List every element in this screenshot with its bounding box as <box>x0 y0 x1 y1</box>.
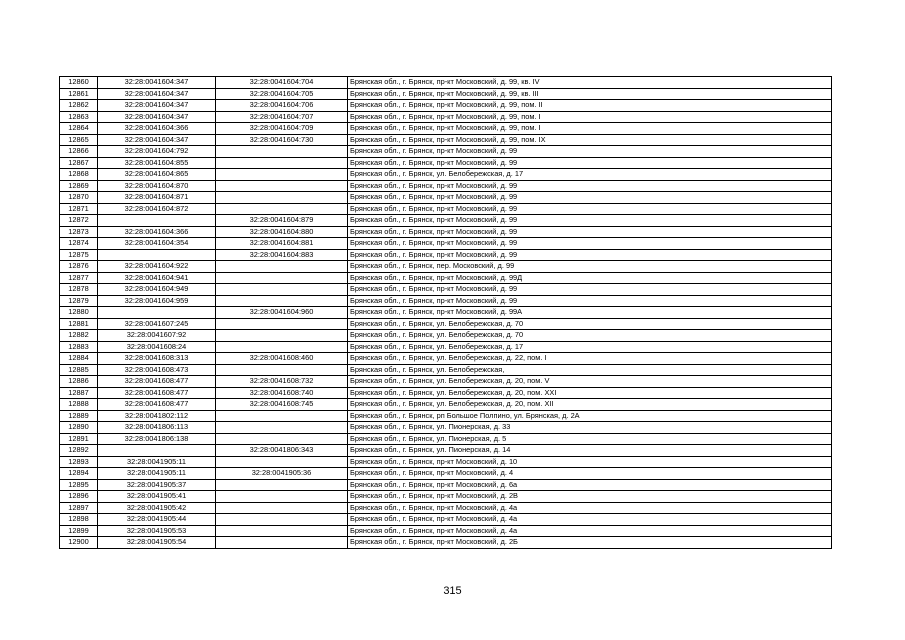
address-cell: Брянская обл., г. Брянск, пр-кт Московский, д. 99 <box>348 295 832 307</box>
address-cell: Брянская обл., г. Брянск, пр-кт Московский, д. 99 <box>348 192 832 204</box>
row-number-cell: 12881 <box>60 318 98 330</box>
row-number-cell: 12861 <box>60 88 98 100</box>
address-cell: Брянская обл., г. Брянск, пр-кт Московский, д. 99, пом. I <box>348 111 832 123</box>
table-row <box>60 364 832 376</box>
row-number-cell: 12887 <box>60 387 98 399</box>
row-number-cell: 12894 <box>60 468 98 480</box>
table-row <box>60 468 832 480</box>
cadastral-number-cell <box>98 215 216 227</box>
cadastral-number-cell: 32:28:0041607:245 <box>98 318 216 330</box>
cadastral-number-cell: 32:28:0041802:112 <box>98 410 216 422</box>
row-number-cell: 12886 <box>60 376 98 388</box>
address-cell: Брянская обл., г. Брянск, пр-кт Московский, д. 4а <box>348 502 832 514</box>
address-cell: Брянская обл., г. Брянск, пр-кт Московский, д. 99 <box>348 238 832 250</box>
table-row <box>60 318 832 330</box>
object-cadastral-number-cell: 32:28:0041604:730 <box>216 134 348 146</box>
row-number-cell: 12871 <box>60 203 98 215</box>
object-cadastral-number-cell: 32:28:0041604:709 <box>216 123 348 135</box>
table-row <box>60 295 832 307</box>
row-number-cell: 12873 <box>60 226 98 238</box>
row-number-cell: 12893 <box>60 456 98 468</box>
row-number-cell: 12892 <box>60 445 98 457</box>
cadastral-number-cell: 32:28:0041608:313 <box>98 353 216 365</box>
row-number-cell: 12880 <box>60 307 98 319</box>
row-number-cell: 12884 <box>60 353 98 365</box>
cadastral-number-cell: 32:28:0041607:92 <box>98 330 216 342</box>
object-cadastral-number-cell <box>216 525 348 537</box>
address-cell: Брянская обл., г. Брянск, пр-кт Московский, д. 99Д <box>348 272 832 284</box>
address-cell: Брянская обл., г. Брянск, пр-кт Московский, д. 99 <box>348 249 832 261</box>
object-cadastral-number-cell <box>216 537 348 549</box>
cadastral-number-cell: 32:28:0041806:138 <box>98 433 216 445</box>
address-cell: Брянская обл., г. Брянск, ул. Белобережская, д. 70 <box>348 330 832 342</box>
cadastral-number-cell: 32:28:0041604:959 <box>98 295 216 307</box>
row-number-cell: 12883 <box>60 341 98 353</box>
address-cell: Брянская обл., г. Брянск, пр-кт Московский, д. 99А <box>348 307 832 319</box>
row-number-cell: 12899 <box>60 525 98 537</box>
table-row <box>60 249 832 261</box>
object-cadastral-number-cell: 32:28:0041604:704 <box>216 77 348 89</box>
address-cell: Брянская обл., г. Брянск, пр-кт Московский, д. 2В <box>348 491 832 503</box>
address-cell: Брянская обл., г. Брянск, пр-кт Московский, д. 99, пом. I <box>348 123 832 135</box>
object-cadastral-number-cell: 32:28:0041604:706 <box>216 100 348 112</box>
object-cadastral-number-cell <box>216 261 348 273</box>
row-number-cell: 12862 <box>60 100 98 112</box>
object-cadastral-number-cell <box>216 456 348 468</box>
cadastral-number-cell <box>98 445 216 457</box>
address-cell: Брянская обл., г. Брянск, пр-кт Московский, д. 99, пом. II <box>348 100 832 112</box>
address-cell: Брянская обл., г. Брянск, пр-кт Московский, д. 99 <box>348 203 832 215</box>
table-row <box>60 479 832 491</box>
table-row <box>60 410 832 422</box>
cadastral-number-cell: 32:28:0041905:54 <box>98 537 216 549</box>
page-number: 315 <box>443 585 462 597</box>
table-row <box>60 422 832 434</box>
address-cell: Брянская обл., г. Брянск, пр-кт Московский, д. 99, пом. IX <box>348 134 832 146</box>
cadastral-number-cell: 32:28:0041604:949 <box>98 284 216 296</box>
row-number-cell: 12895 <box>60 479 98 491</box>
table-row <box>60 537 832 549</box>
table-row <box>60 169 832 181</box>
table-row <box>60 525 832 537</box>
cadastral-number-cell: 32:28:0041905:11 <box>98 456 216 468</box>
property-register-table <box>59 76 832 549</box>
table-row <box>60 157 832 169</box>
cadastral-number-cell: 32:28:0041905:44 <box>98 514 216 526</box>
cadastral-number-cell: 32:28:0041604:347 <box>98 111 216 123</box>
row-number-cell: 12874 <box>60 238 98 250</box>
object-cadastral-number-cell <box>216 157 348 169</box>
address-cell: Брянская обл., г. Брянск, пр-кт Московский, д. 4а <box>348 525 832 537</box>
table-row <box>60 215 832 227</box>
object-cadastral-number-cell <box>216 341 348 353</box>
cadastral-number-cell: 32:28:0041604:792 <box>98 146 216 158</box>
table-row <box>60 261 832 273</box>
object-cadastral-number-cell: 32:28:0041806:343 <box>216 445 348 457</box>
table-row <box>60 226 832 238</box>
table-row <box>60 77 832 89</box>
cadastral-number-cell <box>98 307 216 319</box>
object-cadastral-number-cell <box>216 203 348 215</box>
table-row <box>60 180 832 192</box>
row-number-cell: 12866 <box>60 146 98 158</box>
object-cadastral-number-cell <box>216 284 348 296</box>
cadastral-number-cell: 32:28:0041608:24 <box>98 341 216 353</box>
object-cadastral-number-cell <box>216 422 348 434</box>
table-row <box>60 238 832 250</box>
object-cadastral-number-cell <box>216 491 348 503</box>
object-cadastral-number-cell <box>216 410 348 422</box>
table-row <box>60 272 832 284</box>
cadastral-number-cell: 32:28:0041604:347 <box>98 134 216 146</box>
address-cell: Брянская обл., г. Брянск, ул. Белобережская, д. 17 <box>348 341 832 353</box>
address-cell: Брянская обл., г. Брянск, ул. Белобережская, д. 17 <box>348 169 832 181</box>
address-cell: Брянская обл., г. Брянск, ул. Пионерская, д. 14 <box>348 445 832 457</box>
address-cell: Брянская обл., г. Брянск, ул. Пионерская, д. 5 <box>348 433 832 445</box>
cadastral-number-cell: 32:28:0041604:855 <box>98 157 216 169</box>
address-cell: Брянская обл., г. Брянск, ул. Белобережская, д. 22, пом. I <box>348 353 832 365</box>
object-cadastral-number-cell: 32:28:0041604:879 <box>216 215 348 227</box>
table-row <box>60 203 832 215</box>
cadastral-number-cell: 32:28:0041604:870 <box>98 180 216 192</box>
table-row <box>60 88 832 100</box>
row-number-cell: 12898 <box>60 514 98 526</box>
row-number-cell: 12872 <box>60 215 98 227</box>
address-cell: Брянская обл., г. Брянск, ул. Белобережская, д. 20, пом. V <box>348 376 832 388</box>
address-cell: Брянская обл., г. Брянск, ул. Белобережская, д. 20, пом. XII <box>348 399 832 411</box>
cadastral-number-cell: 32:28:0041604:871 <box>98 192 216 204</box>
table-row <box>60 353 832 365</box>
table-row <box>60 111 832 123</box>
address-cell: Брянская обл., г. Брянск, пр-кт Московский, д. 99 <box>348 146 832 158</box>
address-cell: Брянская обл., г. Брянск, пр-кт Московский, д. 99, кв. III <box>348 88 832 100</box>
register-table-body <box>60 77 832 549</box>
object-cadastral-number-cell <box>216 502 348 514</box>
object-cadastral-number-cell <box>216 180 348 192</box>
table-row <box>60 330 832 342</box>
cadastral-number-cell: 32:28:0041604:366 <box>98 226 216 238</box>
cadastral-number-cell: 32:28:0041608:477 <box>98 387 216 399</box>
address-cell: Брянская обл., г. Брянск, пр-кт Московский, д. 99 <box>348 215 832 227</box>
cadastral-number-cell: 32:28:0041604:347 <box>98 77 216 89</box>
object-cadastral-number-cell: 32:28:0041604:883 <box>216 249 348 261</box>
table-row <box>60 100 832 112</box>
row-number-cell: 12900 <box>60 537 98 549</box>
cadastral-number-cell: 32:28:0041608:477 <box>98 399 216 411</box>
table-row <box>60 284 832 296</box>
object-cadastral-number-cell <box>216 318 348 330</box>
table-row <box>60 134 832 146</box>
address-cell: Брянская обл., г. Брянск, пр-кт Московский, д. 99 <box>348 180 832 192</box>
cadastral-number-cell: 32:28:0041905:37 <box>98 479 216 491</box>
cadastral-number-cell: 32:28:0041905:41 <box>98 491 216 503</box>
table-row <box>60 376 832 388</box>
object-cadastral-number-cell: 32:28:0041608:745 <box>216 399 348 411</box>
object-cadastral-number-cell <box>216 479 348 491</box>
row-number-cell: 12870 <box>60 192 98 204</box>
row-number-cell: 12875 <box>60 249 98 261</box>
address-cell: Брянская обл., г. Брянск, рп Большое Полпино, ул. Брянская, д. 2А <box>348 410 832 422</box>
cadastral-number-cell: 32:28:0041604:366 <box>98 123 216 135</box>
row-number-cell: 12863 <box>60 111 98 123</box>
object-cadastral-number-cell <box>216 169 348 181</box>
row-number-cell: 12889 <box>60 410 98 422</box>
table-row <box>60 146 832 158</box>
row-number-cell: 12890 <box>60 422 98 434</box>
table-row <box>60 192 832 204</box>
object-cadastral-number-cell: 32:28:0041604:705 <box>216 88 348 100</box>
cadastral-number-cell: 32:28:0041905:11 <box>98 468 216 480</box>
cadastral-number-cell: 32:28:0041604:872 <box>98 203 216 215</box>
object-cadastral-number-cell: 32:28:0041604:960 <box>216 307 348 319</box>
row-number-cell: 12867 <box>60 157 98 169</box>
address-cell: Брянская обл., г. Брянск, пер. Московский, д. 99 <box>348 261 832 273</box>
object-cadastral-number-cell: 32:28:0041604:707 <box>216 111 348 123</box>
address-cell: Брянская обл., г. Брянск, ул. Белобережская, д. 70 <box>348 318 832 330</box>
table-row <box>60 514 832 526</box>
row-number-cell: 12897 <box>60 502 98 514</box>
table-row <box>60 491 832 503</box>
address-cell: Брянская обл., г. Брянск, пр-кт Московский, д. 2Б <box>348 537 832 549</box>
row-number-cell: 12860 <box>60 77 98 89</box>
address-cell: Брянская обл., г. Брянск, пр-кт Московский, д. 6а <box>348 479 832 491</box>
object-cadastral-number-cell <box>216 272 348 284</box>
object-cadastral-number-cell: 32:28:0041604:881 <box>216 238 348 250</box>
object-cadastral-number-cell: 32:28:0041608:740 <box>216 387 348 399</box>
cadastral-number-cell: 32:28:0041604:922 <box>98 261 216 273</box>
cadastral-number-cell: 32:28:0041806:113 <box>98 422 216 434</box>
object-cadastral-number-cell <box>216 146 348 158</box>
address-cell: Брянская обл., г. Брянск, ул. Белобережская, д. 20, пом. XXI <box>348 387 832 399</box>
address-cell: Брянская обл., г. Брянск, пр-кт Московский, д. 99 <box>348 226 832 238</box>
object-cadastral-number-cell <box>216 364 348 376</box>
row-number-cell: 12879 <box>60 295 98 307</box>
table-row <box>60 399 832 411</box>
row-number-cell: 12878 <box>60 284 98 296</box>
row-number-cell: 12888 <box>60 399 98 411</box>
row-number-cell: 12868 <box>60 169 98 181</box>
cadastral-number-cell: 32:28:0041608:477 <box>98 376 216 388</box>
object-cadastral-number-cell: 32:28:0041905:36 <box>216 468 348 480</box>
row-number-cell: 12864 <box>60 123 98 135</box>
table-row <box>60 433 832 445</box>
cadastral-number-cell: 32:28:0041604:347 <box>98 100 216 112</box>
address-cell: Брянская обл., г. Брянск, пр-кт Московский, д. 10 <box>348 456 832 468</box>
cadastral-number-cell: 32:28:0041905:42 <box>98 502 216 514</box>
row-number-cell: 12882 <box>60 330 98 342</box>
address-cell: Брянская обл., г. Брянск, ул. Белобережская, <box>348 364 832 376</box>
object-cadastral-number-cell <box>216 192 348 204</box>
cadastral-number-cell: 32:28:0041604:354 <box>98 238 216 250</box>
cadastral-number-cell: 32:28:0041608:473 <box>98 364 216 376</box>
table-row <box>60 456 832 468</box>
cadastral-number-cell: 32:28:0041604:941 <box>98 272 216 284</box>
table-row <box>60 502 832 514</box>
table-row <box>60 341 832 353</box>
address-cell: Брянская обл., г. Брянск, пр-кт Московский, д. 4а <box>348 514 832 526</box>
object-cadastral-number-cell: 32:28:0041608:732 <box>216 376 348 388</box>
address-cell: Брянская обл., г. Брянск, пр-кт Московский, д. 99, кв. IV <box>348 77 832 89</box>
row-number-cell: 12891 <box>60 433 98 445</box>
row-number-cell: 12896 <box>60 491 98 503</box>
object-cadastral-number-cell <box>216 433 348 445</box>
table-row <box>60 307 832 319</box>
object-cadastral-number-cell <box>216 295 348 307</box>
address-cell: Брянская обл., г. Брянск, пр-кт Московский, д. 99 <box>348 284 832 296</box>
cadastral-number-cell: 32:28:0041604:347 <box>98 88 216 100</box>
table-row <box>60 445 832 457</box>
row-number-cell: 12876 <box>60 261 98 273</box>
object-cadastral-number-cell: 32:28:0041608:460 <box>216 353 348 365</box>
table-row <box>60 123 832 135</box>
table-row <box>60 387 832 399</box>
row-number-cell: 12877 <box>60 272 98 284</box>
cadastral-number-cell: 32:28:0041604:865 <box>98 169 216 181</box>
cadastral-number-cell: 32:28:0041905:53 <box>98 525 216 537</box>
object-cadastral-number-cell <box>216 514 348 526</box>
row-number-cell: 12869 <box>60 180 98 192</box>
row-number-cell: 12865 <box>60 134 98 146</box>
object-cadastral-number-cell: 32:28:0041604:880 <box>216 226 348 238</box>
address-cell: Брянская обл., г. Брянск, ул. Пионерская, д. 33 <box>348 422 832 434</box>
object-cadastral-number-cell <box>216 330 348 342</box>
cadastral-number-cell <box>98 249 216 261</box>
row-number-cell: 12885 <box>60 364 98 376</box>
address-cell: Брянская обл., г. Брянск, пр-кт Московский, д. 4 <box>348 468 832 480</box>
address-cell: Брянская обл., г. Брянск, пр-кт Московский, д. 99 <box>348 157 832 169</box>
